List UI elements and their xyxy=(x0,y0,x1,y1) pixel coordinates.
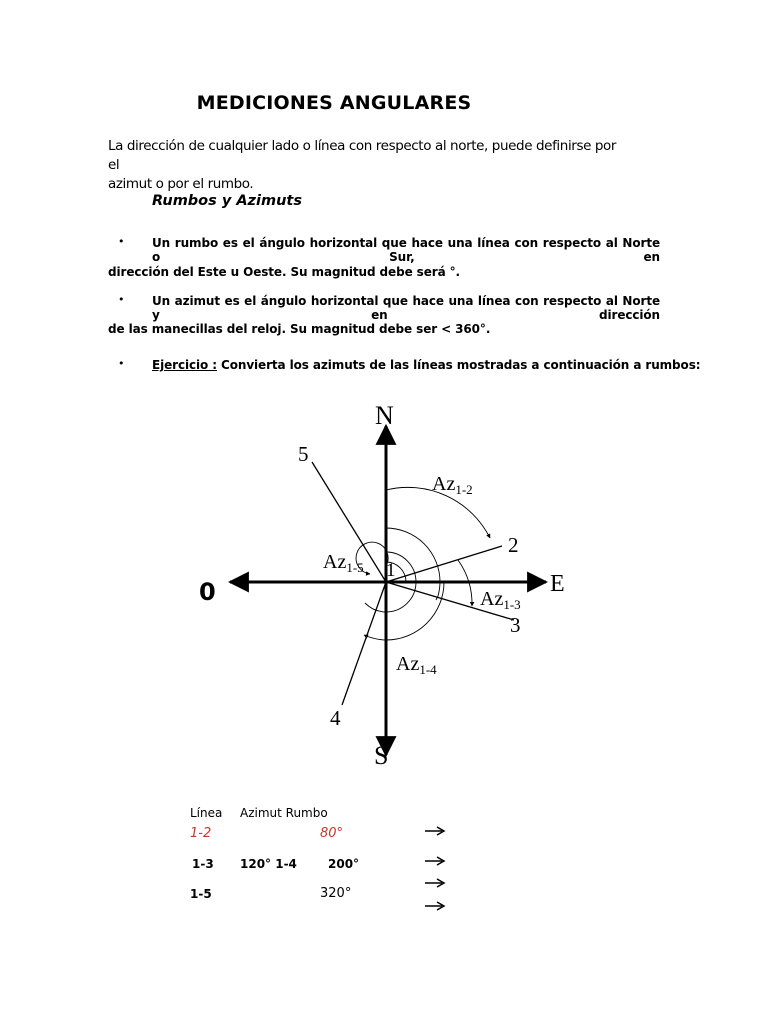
north-label: N xyxy=(375,401,394,430)
intro-line-2: azimut o por el rumbo. xyxy=(108,176,254,192)
az-1-2-label: $Az_{1-2}$ xyxy=(432,473,473,497)
south-label: S xyxy=(374,741,389,770)
az-1-5-label: $Az_{1-5}$ xyxy=(323,551,364,575)
west-label: 0 xyxy=(199,578,216,606)
point-3-label: 3 xyxy=(510,613,521,637)
right-arrow-icon xyxy=(424,900,446,912)
right-arrow-icon xyxy=(424,825,446,837)
right-arrow-icon xyxy=(424,855,446,867)
table-header-linea: Línea xyxy=(190,806,223,820)
table-header-azimut-rumbo: Azimut Rumbo xyxy=(240,806,328,820)
row-1-azimut: 80° xyxy=(320,826,344,841)
right-arrow-icon xyxy=(424,877,446,889)
bullet-marker: • xyxy=(118,357,125,370)
bullet-1-line-2: dirección del Este u Oeste. Su magnitud debe será °. xyxy=(108,265,461,279)
intro-line-1: La dirección de cualquier lado o línea con respecto al norte, puede definirse por el xyxy=(108,138,617,173)
azimuth-diagram xyxy=(199,400,566,770)
section-subtitle: Rumbos y Azimuts xyxy=(152,193,302,209)
az-1-3-label: $Az_{1-3}$ xyxy=(480,588,521,612)
row-2-azimut: 200° xyxy=(328,857,360,871)
row-3-linea: 1-5 xyxy=(190,887,212,901)
exercise-label: Ejercicio : xyxy=(152,358,217,372)
az-1-4-label: $Az_{1-4}$ xyxy=(396,653,437,677)
row-1-linea: 1-2 xyxy=(190,826,212,841)
bullet-1-line-1: Un rumbo es el ángulo horizontal que hace una línea con respecto al Norte o Sur, en xyxy=(152,236,660,264)
bullet-marker: • xyxy=(118,293,125,306)
bullet-marker: • xyxy=(118,235,125,248)
page-title: MEDICIONES ANGULARES xyxy=(196,92,472,114)
line-1-4 xyxy=(342,582,386,705)
point-2-label: 2 xyxy=(508,533,519,557)
row-2-mid: 120° 1-4 xyxy=(240,857,297,871)
center-label: 1 xyxy=(386,560,396,581)
point-5-label: 5 xyxy=(298,442,309,466)
exercise-line xyxy=(152,358,700,372)
east-label: E xyxy=(550,571,565,597)
point-4-label: 4 xyxy=(330,706,341,730)
intro-paragraph xyxy=(108,137,628,194)
row-3-azimut: 320° xyxy=(320,886,352,901)
bullet-2-line-2: de las manecillas del reloj. Su magnitud debe ser < 360°. xyxy=(108,322,491,336)
row-2-linea: 1-3 xyxy=(192,857,214,871)
exercise-text: Convierta los azimuts de las líneas mostradas a continuación a rumbos: xyxy=(216,358,701,372)
line-1-2 xyxy=(386,546,502,582)
bullet-2-line-1: Un azimut es el ángulo horizontal que hace una línea con respecto al Norte y en dirección xyxy=(152,294,660,322)
